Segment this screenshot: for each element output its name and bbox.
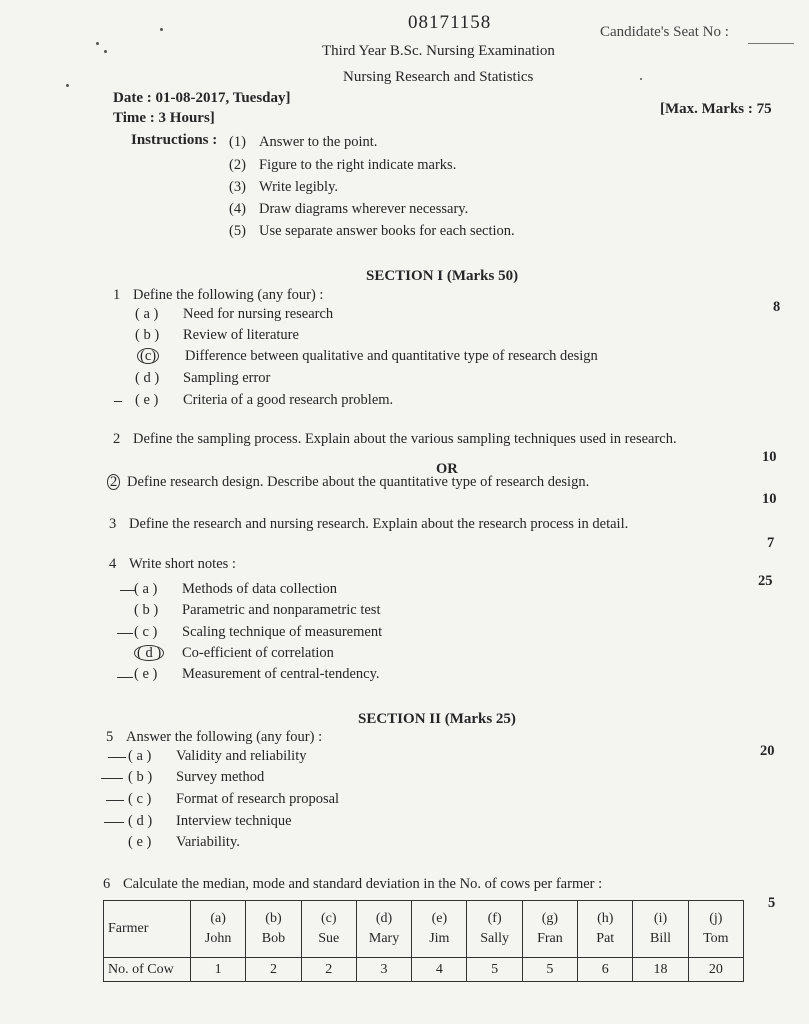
question-1-option: ( b ) Review of literature [135, 327, 299, 343]
question-1-option: ( a ) Need for nursing research [135, 306, 334, 322]
question-1-option: (c) Difference between qualitative and quantitative type of research design [137, 348, 598, 365]
table-cell: (c) Sue [301, 901, 356, 958]
max-marks: [Max. Marks : 75 [660, 101, 772, 117]
section-1-title: SECTION I (Marks 50) [366, 268, 519, 284]
paper-code: 08171158 [408, 12, 492, 33]
seat-number-blank [748, 43, 794, 44]
table-row [104, 901, 744, 958]
exam-title: Third Year B.Sc. Nursing Examination [322, 43, 555, 59]
table-row [104, 958, 744, 982]
question-5-option: ( a ) Validity and reliability [128, 748, 307, 764]
subject-title: Nursing Research and Statistics [343, 69, 534, 85]
pen-mark [114, 401, 122, 402]
question-4-option: ( d ) Co-efficient of correlation [134, 645, 334, 662]
table-cell: 5 [522, 958, 577, 982]
table-cell: 20 [688, 958, 743, 982]
instruction-item: (1) Answer to the point. [229, 134, 378, 150]
question-3: 3 Define the research and nursing research. Explain about the research process in detail. [109, 516, 629, 532]
question-1-option: ( d ) Sampling error [135, 370, 271, 386]
question-4-marks: 25 [758, 573, 773, 589]
pen-mark [117, 633, 133, 634]
question-1-marks: 8 [773, 299, 781, 315]
farmer-row-header: Farmer [104, 901, 191, 958]
instruction-item: (4) Draw diagrams wherever necessary. [229, 201, 469, 217]
question-5-marks: 20 [760, 743, 775, 759]
question-4-option: ( e ) Measurement of central-tendency. [134, 666, 380, 682]
or-separator: OR [436, 461, 458, 477]
scan-speck [160, 28, 163, 31]
scan-speck [640, 78, 642, 80]
scan-speck [96, 42, 99, 45]
table-cell: 5 [467, 958, 522, 982]
scan-speck [104, 50, 107, 53]
pen-mark [101, 778, 123, 779]
question-2-alternative: 2 Define research design. Describe about the quantitative type of research design. [107, 474, 589, 491]
seat-number-label: Candidate's Seat No : [600, 24, 729, 40]
pen-mark [117, 677, 133, 678]
pen-mark [120, 590, 136, 591]
scan-speck [66, 84, 69, 87]
table-cell: (e) Jim [412, 901, 467, 958]
table-cell: 18 [633, 958, 688, 982]
table-cell: 6 [578, 958, 633, 982]
cows-row-header: No. of Cow [104, 958, 191, 982]
table-cell: 1 [191, 958, 246, 982]
table-cell: 2 [301, 958, 356, 982]
question-5-option: ( b ) Survey method [128, 769, 265, 785]
table-cell: (g) Fran [522, 901, 577, 958]
question-4-option: ( c ) Scaling technique of measurement [134, 624, 383, 640]
question-5-option: ( c ) Format of research proposal [128, 791, 340, 807]
question-3-marks: 7 [767, 535, 775, 551]
question-1-option: ( e ) Criteria of a good research problem. [135, 392, 394, 408]
instructions-label: Instructions : [131, 132, 218, 148]
table-cell: (a) John [191, 901, 246, 958]
table-cell: (h) Pat [578, 901, 633, 958]
question-2: 2 Define the sampling process. Explain about the various sampling techniques used in research. [113, 431, 677, 447]
exam-date: Date : 01-08-2017, Tuesday] [113, 90, 291, 106]
question-4-option: ( b ) Parametric and nonparametric test [134, 602, 381, 618]
question-2-marks: 10 [762, 449, 777, 465]
table-cell: 4 [412, 958, 467, 982]
section-2-title: SECTION II (Marks 25) [358, 711, 516, 727]
pen-mark [108, 757, 126, 758]
cows-per-farmer-table [103, 900, 744, 982]
question-4-option: ( a ) Methods of data collection [134, 581, 338, 597]
question-6: 6 Calculate the median, mode and standard deviation in the No. of cows per farmer : [103, 876, 603, 892]
table-cell: (j) Tom [688, 901, 743, 958]
table-cell: (d) Mary [356, 901, 411, 958]
exam-time: Time : 3 Hours] [113, 110, 215, 126]
pen-mark [104, 822, 124, 823]
question-5: 5 Answer the following (any four) : [106, 729, 323, 745]
table-cell: (f) Sally [467, 901, 522, 958]
table-cell: 2 [246, 958, 301, 982]
question-5-option: ( d ) Interview technique [128, 813, 292, 829]
question-4: 4 Write short notes : [109, 556, 236, 572]
instruction-item: (2) Figure to the right indicate marks. [229, 157, 457, 173]
instruction-item: (3) Write legibly. [229, 179, 339, 195]
question-6-marks: 5 [768, 895, 776, 911]
pen-mark [106, 800, 124, 801]
table-cell: 3 [356, 958, 411, 982]
question-5-option: ( e ) Variability. [128, 834, 240, 850]
question-2-alternative-marks: 10 [762, 491, 777, 507]
table-cell: (i) Bill [633, 901, 688, 958]
instruction-item: (5) Use separate answer books for each section. [229, 223, 515, 239]
table-cell: (b) Bob [246, 901, 301, 958]
question-1: 1 Define the following (any four) : [113, 287, 324, 303]
